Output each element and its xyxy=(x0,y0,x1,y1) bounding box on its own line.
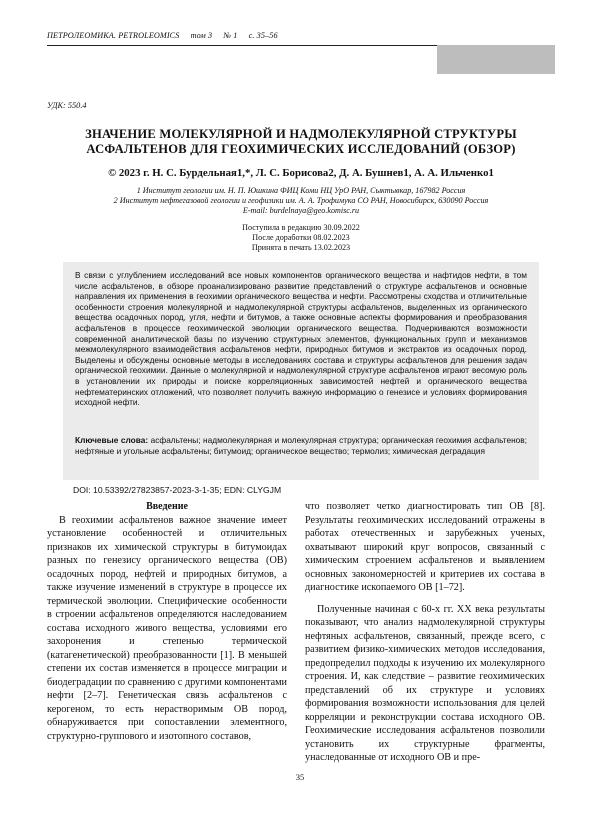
body-paragraph: В геохимии асфальтенов важное значение имеет установление особенностей и отличительных признаков их химической структуры в битумоидах разных по генезису органического вещества (ОВ) осадочных пород, нефтей и природных битумов, а также изучение изменений в структуре в процессе их термической эволюции. Специфические особенности в строении асфальтенов определяются наследованием состава исходного живого вещества, условиями его захоронения и степенью термической (катагенетической) преобразованности [1]. В меньшей степени их состав изменяется в процессе миграции и биодеградации по сравнению с другими компонентами нефти [2–7]. Генетическая связь асфальтенов с керогеном, то есть нерастворимым ОВ пород, обнаруживается при сопоставлении элементного, структурно-группового и изотопного составов, xyxy=(47,514,287,742)
journal-volume: том 3 xyxy=(190,31,213,40)
keywords xyxy=(75,435,527,456)
abstract-text: В связи с углублением исследований все новых компонентов органического вещества и нафтидов нефти, в том числе асфальтенов, в обзоре проанализировано развитие представлений о структуре асфальтенов и основные направления их применения в геохимии органического вещества и нефти. Рассмотрены сходства и отличительные особенности строения молекулярной и надмолекулярной структуры асфальтенов, выделенных из органического вещества осадочных пород, угля, нефти и битумов, а также основные аспекты формирования и преобразования асфальтенов в процессе геохимической эволюции органического вещества. Подчеркиваются возможности современной аналитической базы по изучению структурных элементов, функциональных групп и механизмов межмолекулярного взаимодействия асфальтенов нефти, природных битумов и экстрактов из осадочных пород. Выделены и обсуждены основные методы в исследованиях состава и структуры асфальтенов для решения задач органической геохимии. Данные о молекулярной и надмолекулярной структуре асфальтенов играют весомую роль в установлении их природы и поиске корреляционных зависимостей нефтей и органического вещества нефтематеринских отложений, что позволяет получить важную информацию о генезисе и условиях формирования исходной нефти. xyxy=(75,270,527,408)
journal-pages: с. 35–56 xyxy=(248,31,278,40)
keywords-label: Ключевые слова: xyxy=(75,435,149,445)
page-number: 35 xyxy=(295,772,305,782)
body-paragraph: что позволяет четко диагностировать тип ОВ [8]. Результаты геохимических исследований отражены в работах отечественных и зарубежных ученых, охватывают широкий круг вопросов, связанный с химическим строением асфальтенов и выявлением основных закономерностей и критериев их состава в диагностике ископаемого ОВ [1–72]. xyxy=(305,501,545,593)
article-title xyxy=(47,127,555,157)
running-header xyxy=(47,31,555,40)
affiliation-2: 2 Институт нефтегазовой геологии и геофизики им. А. А. Трофимука СО РАН, Новосибирск, 630090 Россия xyxy=(113,196,489,205)
author-email: E-mail: burdelnaya@geo.komisc.ru xyxy=(242,206,360,215)
left-column xyxy=(47,500,287,743)
header-decoration-bar xyxy=(437,45,555,74)
article-title-line-2: АСФАЛЬТЕНОВ ДЛЯ ГЕОХИМИЧЕСКИХ ИССЛЕДОВАНИЙ (ОБЗОР) xyxy=(86,142,516,156)
article-title-line-1: ЗНАЧЕНИЕ МОЛЕКУЛЯРНОЙ И НАДМОЛЕКУЛЯРНОЙ СТРУКТУРЫ xyxy=(85,127,517,141)
received-date: Поступила в редакцию 30.09.2022 xyxy=(242,223,360,232)
journal-name: ПЕТРОЛЕОМИКА. PETROLEOMICS xyxy=(47,31,180,40)
affiliation-1: 1 Институт геологии им. Н. П. Юшкина ФИЦ Коми НЦ УрО РАН, Сыктывкар, 167982 Россия xyxy=(136,186,466,195)
right-column xyxy=(305,500,545,765)
authors: © 2023 г. Н. С. Бурдельная1,*, Л. С. Борисова2, Д. А. Бушнев1, А. А. Ильченко1 xyxy=(108,167,494,179)
udk-code: УДК: 550.4 xyxy=(47,101,87,110)
journal-issue: № 1 xyxy=(223,31,238,40)
section-heading: Введение xyxy=(146,501,188,512)
body-paragraph: Полученные начиная с 60-х гг. XX века результаты показывают, что анализ надмолекулярной структуры нефтяных асфальтенов, связанный, прежде всего, с развитием физико-химических методов исследования, предопределил подходы к изучению их молекулярного строения. И, как следствие – развитие геохимических представлений об их структуре и условиях формирования возможности использования для целей корреляции и реконструкции состава исходного ОВ. Геохимические исследования асфальтенов позволили установить их структурные фрагменты, унаследованные от исходного ОВ и пре- xyxy=(305,603,545,763)
revised-date: После доработки 08.02.2023 xyxy=(252,233,350,242)
keywords-text: асфальтены; надмолекулярная и молекулярная структура; органическая геохимия асфальтенов; нефтяные и угольные асфальтены; битумоид; органическое вещество; термолиз; химическая деградация xyxy=(75,435,527,456)
doi: DOI: 10.53392/27823857-2023-3-1-35; EDN: CLYGJM xyxy=(73,485,282,495)
accepted-date: Принята в печать 13.02.2023 xyxy=(251,243,351,252)
